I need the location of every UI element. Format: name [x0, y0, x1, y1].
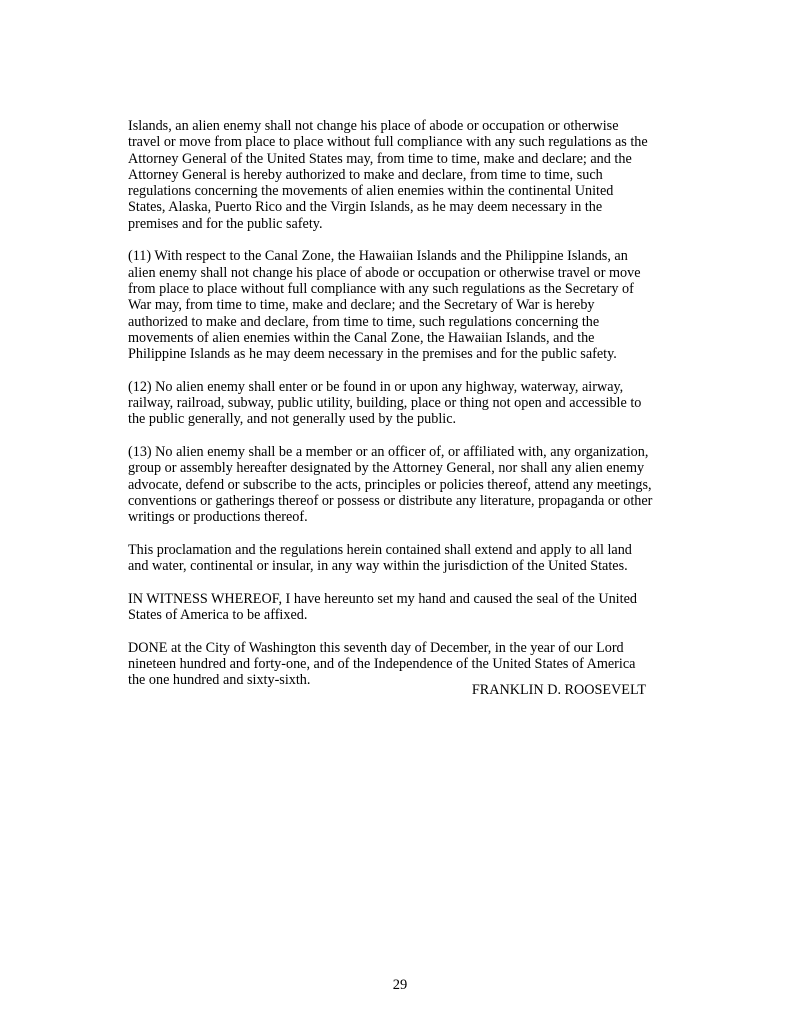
paragraph-extent: This proclamation and the regulations herein contained shall extend and apply to all land and water, continental or insular, in any way within the jurisdiction of the United States. [128, 541, 632, 575]
paragraph-witness: IN WITNESS WHEREOF, I have hereunto set my hand and caused the seal of the United States of America to be affixed. [128, 590, 637, 623]
page-number: 29 [392, 977, 408, 993]
paragraph-13: (13) No alien enemy shall be a member or an officer of, or affiliated with, any organization, group or assembly hereafter designated by the Attorney General, nor shall any alien enemy advocate, defend or subscribe to the acts, principles or policies thereof, attend any meetings, conventions or gatherings thereof or possess or distribute any literature, propaganda or other writings or productions thereof. [128, 443, 653, 526]
paragraph-continued-regulation: Islands, an alien enemy shall not change his place of abode or occupation or otherwise travel or move from place to place without full compliance with any such regulations as the Attorney General of the United States may, from time to time, make and declare; and the Attorney General is hereby authorized to make and declare, from time to time, such regulations concerning the movements of alien enemies within the continental United States, Alaska, Puerto Rico and the Virgin Islands, as he may deem necessary in the premises and for the public safety. [128, 118, 648, 232]
signature: FRANKLIN D. ROOSEVELT [471, 682, 646, 698]
document-body [128, 118, 654, 705]
paragraph-11: (11) With respect to the Canal Zone, the Hawaiian Islands and the Philippine Islands, an alien enemy shall not change his place of abode or occupation or otherwise travel or move from place to place without full compliance with any such regulations as the Secretary of War may, from time to time, make and declare; and the Secretary of War is hereby authorized to make and declare, from time to time, such regulations concerning the movements of alien enemies within the Canal Zone, the Hawaiian Islands, and the Philippine Islands as he may deem necessary in the premises and for the public safety. [128, 248, 641, 363]
paragraph-done: DONE at the City of Washington this seventh day of December, in the year of our Lord nineteen hundred and forty-one, and of the Independence of the United States of America the one hundred and sixty-sixth. [128, 639, 636, 689]
paragraph-12: (12) No alien enemy shall enter or be found in or upon any highway, waterway, airway, railway, railroad, subway, public utility, building, place or thing not open and accessible to the public generally, and not generally used by the public. [128, 378, 642, 428]
